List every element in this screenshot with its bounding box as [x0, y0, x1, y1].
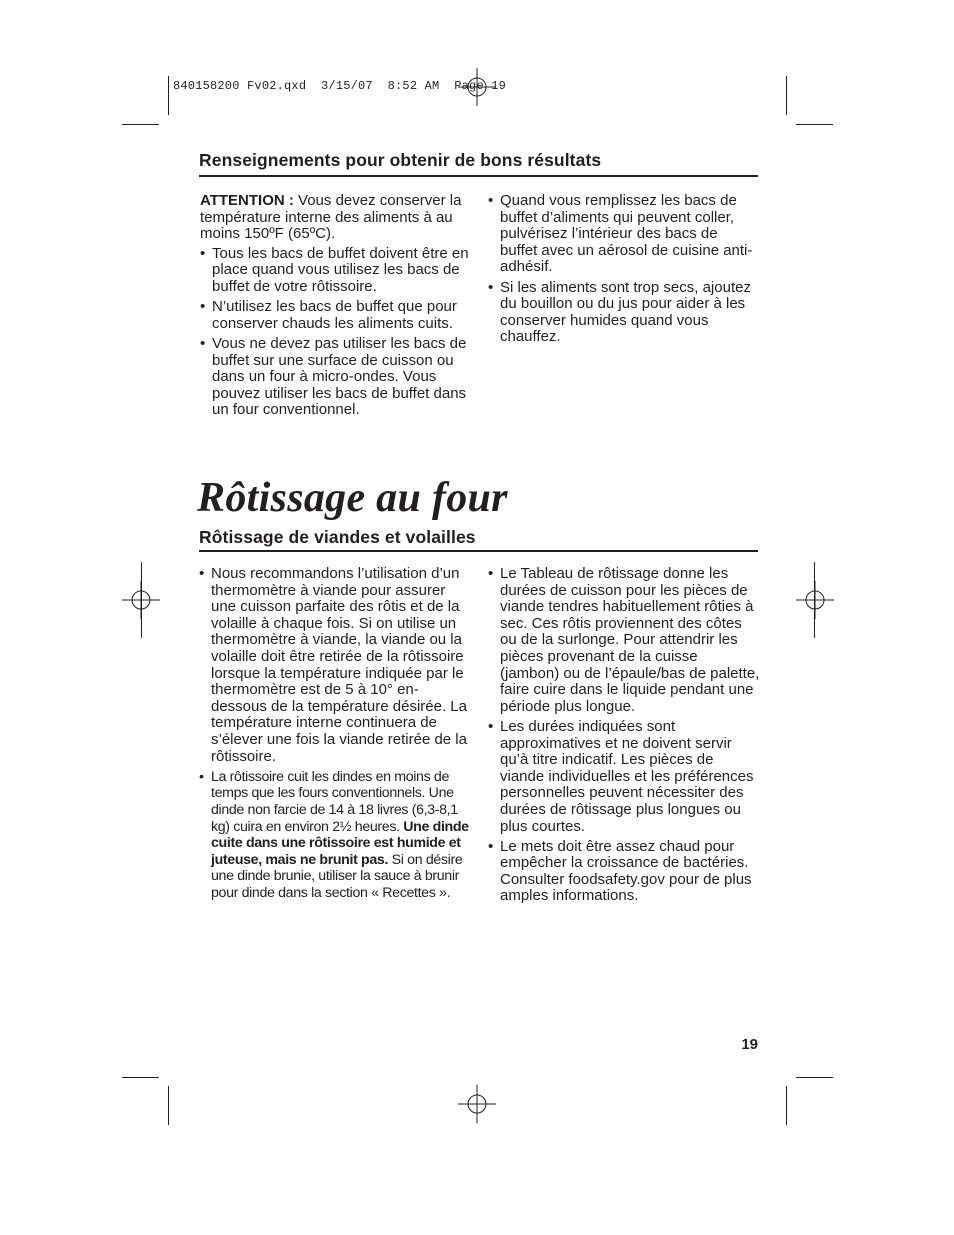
file-slug: 840158200 Fv02.qxd 3/15/07 8:52 AM Page 19 — [173, 79, 507, 93]
heading-rule — [199, 550, 758, 552]
list-item — [199, 769, 471, 902]
page-number: 19 — [741, 1036, 758, 1053]
crop-mark — [168, 1086, 169, 1125]
list-item: • Le Tableau de rôtissage donne les durées de cuisson pour les pièces de viande tendres habituellement rôties à sec. Ces rôtis proviennent des côtes ou de la surlonge. Pour attendrir les pièces provenant de la cuisse (jambon) ou de l’épaule/bas de palette, faire cuire dans le liquide pendant une période plus longue. — [488, 566, 760, 715]
section-heading: Renseignements pour obtenir de bons résultats — [199, 150, 602, 170]
section2-left-column — [199, 566, 471, 905]
list-item: • N’utilisez les bacs de buffet que pour conserver chauds les aliments cuits. — [200, 299, 472, 332]
section1-right-column — [488, 193, 756, 350]
bold-text-run: Une dinde cuite dans une rôtissoire est humide et juteuse, mais ne brunit pas. — [211, 818, 469, 868]
registration-mark-icon — [796, 581, 834, 619]
list-item: • Vous ne devez pas utiliser les bacs de buffet sur une surface de cuisson ou dans un four à micro-ondes. Vous pouvez utiliser les bacs de buffet dans un four conventionnel. — [200, 336, 472, 419]
crop-mark — [796, 124, 833, 125]
bullet-list — [199, 566, 471, 901]
attention-paragraph — [200, 193, 472, 243]
list-item: • Nous recommandons l’utilisation d’un thermomètre à viande pour assurer une cuisson parfaite des rôtis et de la volaille à chaque fois. Si on utilise un thermomètre à viande, la viande ou la volaille doit être retirée de la rôtissoire lorsque la température indiquée par le thermomètre est de 5 à 10° en-dessous de la température désirée. La température interne continuera de s’élever une fois la viande retirée de la rôtissoire. — [199, 566, 471, 765]
crop-mark — [168, 76, 169, 115]
bullet-list — [200, 246, 472, 419]
section2-right-column — [488, 566, 760, 909]
page-title: Rôtissage au four — [197, 475, 508, 521]
crop-mark — [122, 1077, 159, 1078]
section1-left-column — [200, 193, 472, 423]
crop-mark — [122, 124, 159, 125]
crop-mark — [786, 1086, 787, 1125]
list-item: • Quand vous remplissez les bacs de buffet d’aliments qui peuvent coller, pulvérisez l’intérieur des bacs de buffet avec un aérosol de cuisine anti-adhésif. — [488, 193, 756, 276]
list-item: • Tous les bacs de buffet doivent être en place quand vous utilisez les bacs de buffet de votre rôtissoire. — [200, 246, 472, 296]
section-heading: Rôtissage de viandes et volailles — [199, 527, 476, 547]
crop-mark — [141, 562, 142, 638]
crop-mark — [814, 562, 815, 638]
text-run: La rôtissoire cuit les dindes en moins de temps que les fours conventionnels. Une dinde non farcie de 14 à 18 livres (6,3-8,1 kg) cuira en environ 2½ heures. — [211, 768, 458, 835]
heading-rule — [199, 175, 758, 177]
list-item: • Si les aliments sont trop secs, ajoutez du bouillon ou du jus pour aider à les conserver humides quand vous chauffez. — [488, 280, 756, 346]
crop-mark — [786, 76, 787, 115]
bullet-list — [488, 193, 756, 346]
crop-mark — [796, 1077, 833, 1078]
list-item: • Le mets doit être assez chaud pour empêcher la croissance de bactéries. Consulter foodsafety.gov pour de plus amples informations. — [488, 839, 760, 905]
attention-text: Vous devez conserver la température interne des aliments à au moins 150ºF (65ºC). — [200, 192, 462, 243]
attention-label: ATTENTION : — [200, 192, 294, 209]
registration-mark-icon — [458, 1085, 496, 1123]
list-item: • Les durées indiquées sont approximatives et ne doivent servir qu’à titre indicatif. Les pièces de viande individuelles et les préférences personnelles peuvent nécessiter des durées de rôtissage plus longues ou plus courtes. — [488, 719, 760, 835]
text-run: Si on désire une dinde brunie, utiliser la sauce à brunir pour dinde dans la section « Recettes ». — [211, 851, 463, 901]
bullet-list — [488, 566, 760, 905]
